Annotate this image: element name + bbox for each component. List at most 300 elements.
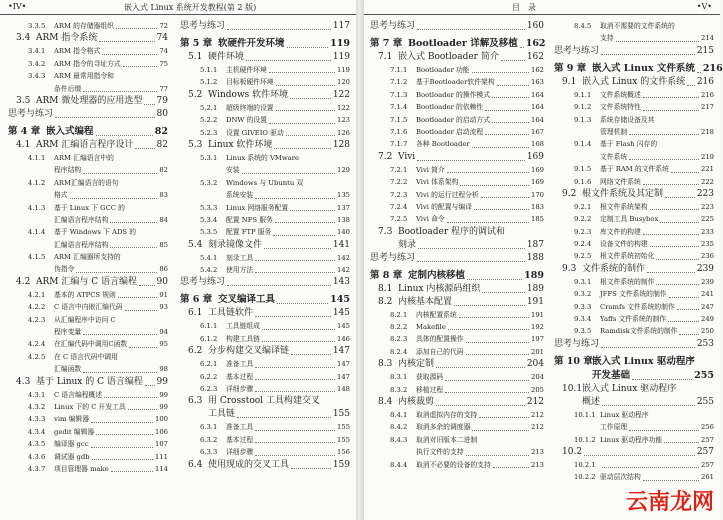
toc-subsection[interactable] (180, 76, 350, 88)
toc-label: Bootloader 的依赖性 (416, 103, 484, 112)
toc-subsection[interactable] (8, 314, 168, 326)
leader-dots (237, 417, 331, 418)
toc-subsection[interactable] (8, 463, 168, 475)
toc-label: ARM汇编语言的语句 (54, 178, 119, 187)
leader-dots (99, 41, 154, 42)
leader-dots (447, 172, 529, 173)
toc-label: 项目管理器 make (54, 464, 109, 473)
toc-label: 嵌入式 Linux 驱动程序 (582, 383, 677, 394)
toc-section[interactable] (8, 139, 168, 152)
toc-number: 7.2.4 (390, 202, 408, 211)
toc-page-number: 140 (337, 228, 350, 237)
leader-dots (96, 135, 153, 136)
leader-dots (255, 391, 335, 392)
toc-subsection[interactable] (180, 214, 350, 226)
toc-number: 7.1.3 (390, 90, 408, 99)
toc-subsection[interactable] (8, 177, 168, 189)
leader-dots (629, 159, 699, 160)
toc-label-continuation[interactable] (8, 83, 168, 95)
toc-section[interactable] (554, 188, 714, 201)
toc-label: 目标板硬件环境 (226, 78, 274, 87)
toc-subsection[interactable] (370, 384, 544, 396)
toc-label-continuation[interactable] (554, 126, 714, 138)
toc-number: 9.2.4 (574, 240, 592, 249)
leader-dots (276, 110, 335, 111)
leader-dots (485, 134, 529, 135)
toc-label: Linux 内核源码组织 (398, 283, 481, 294)
toc-chapter[interactable] (180, 37, 350, 51)
toc-label: 基于 Linux 下 GCC 的 (54, 203, 125, 212)
toc-section[interactable] (554, 446, 714, 459)
toc-label-continuation[interactable] (180, 164, 350, 176)
toc-subsection[interactable] (554, 89, 714, 101)
toc-page-number: 169 (531, 165, 544, 174)
toc-number: 7.1 (378, 52, 393, 62)
toc-number: 5.2.1 (200, 103, 218, 112)
toc-subsection[interactable] (554, 471, 714, 483)
toc-subsection[interactable] (180, 264, 350, 276)
toc-label: 基于Bootloader软件架构 (416, 78, 495, 87)
toc-number: 9.3.4 (574, 315, 592, 324)
leader-dots (264, 248, 331, 249)
toc-label: 基于 Flash 闪存的 (600, 140, 658, 149)
toc-subsection[interactable] (370, 138, 544, 150)
toc-subsection[interactable] (8, 45, 168, 57)
toc-label: 定制工具 Busybox (600, 215, 659, 224)
leader-dots (671, 172, 699, 173)
toc-label-continuation[interactable] (180, 189, 350, 201)
leader-dots (83, 173, 157, 174)
toc-section[interactable] (180, 139, 350, 152)
toc-subsection[interactable] (554, 250, 714, 262)
toc-exercises[interactable] (554, 338, 714, 351)
toc-label: 在汇编代码中调用C函数 (54, 340, 128, 349)
toc-page-number: 217 (701, 103, 714, 112)
toc-label-continuation[interactable] (554, 32, 714, 44)
toc-subsection[interactable] (370, 459, 544, 471)
toc-number: 5.1.2 (200, 78, 218, 87)
toc-label-continuation[interactable] (8, 326, 168, 338)
toc-page-number: 197 (531, 335, 544, 344)
toc-subsection[interactable] (554, 226, 714, 238)
toc-subsection[interactable] (554, 459, 714, 471)
leader-dots (274, 148, 330, 149)
leader-dots (55, 117, 155, 118)
leader-dots (492, 122, 529, 123)
toc-subsection[interactable] (8, 70, 168, 82)
toc-subsection[interactable] (554, 163, 714, 175)
toc-subsection[interactable] (8, 389, 168, 401)
toc-number: 4.2 (16, 276, 31, 287)
toc-number: 7.1.6 (390, 127, 408, 136)
toc-number: 4.1.3 (28, 203, 46, 212)
toc-page-number: 147 (337, 360, 350, 369)
book-gutter (356, 0, 364, 520)
leader-dots (255, 272, 335, 273)
toc-label-continuation[interactable] (8, 164, 168, 176)
leader-dots (632, 379, 692, 380)
toc-page-number: 74 (156, 33, 168, 44)
toc-subsection[interactable] (370, 213, 544, 225)
toc-subsection[interactable] (8, 438, 168, 450)
toc-label: 基于 Windows 下 ADS 的 (54, 228, 137, 237)
toc-subsection[interactable] (180, 371, 350, 383)
toc-subsection[interactable] (180, 333, 350, 345)
toc-subsection[interactable] (370, 409, 544, 421)
toc-number: 8.4.1 (390, 411, 408, 420)
toc-label-continuation[interactable] (554, 421, 714, 433)
toc-section[interactable] (8, 32, 168, 45)
toc-label-continuation[interactable] (554, 151, 714, 163)
toc-subsection[interactable] (554, 238, 714, 250)
toc-subsection[interactable] (180, 320, 350, 332)
toc-page-number: 169 (531, 178, 544, 187)
toc-label-continuation[interactable] (180, 408, 350, 421)
toc-subsection[interactable] (180, 102, 350, 114)
toc-exercises[interactable] (180, 20, 350, 33)
toc-page-number: 191 (531, 310, 544, 319)
toc-page-number: 119 (330, 38, 350, 49)
toc-label: Bootloader 启动流程 (416, 127, 484, 136)
toc-subsection[interactable] (180, 252, 350, 264)
toc-subsection[interactable] (370, 176, 544, 188)
toc-subsection[interactable] (370, 309, 544, 321)
toc-page-number: 156 (337, 448, 350, 457)
toc-label-continuation[interactable] (370, 446, 544, 458)
toc-label: ARM 微处理器的应用选型 (36, 95, 143, 106)
toc-label: 思考与练习 (180, 21, 226, 31)
toc-subsection[interactable] (554, 176, 714, 188)
toc-page-number: 155 (337, 435, 350, 444)
toc-chapter[interactable] (370, 269, 544, 283)
toc-subsection[interactable] (554, 138, 714, 150)
toc-page-number: 94 (159, 328, 168, 337)
toc-label: 基本的 ATPCS 规则 (54, 290, 116, 299)
toc-label: 思考与练习 (180, 277, 226, 288)
toc-subsection[interactable] (180, 383, 350, 395)
leader-dots (255, 260, 335, 261)
toc-subsection[interactable] (8, 413, 168, 425)
toc-section[interactable] (180, 307, 350, 320)
toc-number: 8.4.4 (390, 460, 408, 469)
toc-subsection[interactable] (370, 126, 544, 138)
toc-chapter[interactable] (180, 293, 350, 307)
toc-section[interactable] (8, 276, 168, 289)
toc-section[interactable] (180, 345, 350, 358)
toc-subsection[interactable] (554, 409, 714, 421)
toc-subsection[interactable] (370, 64, 544, 76)
toc-subsection[interactable] (8, 202, 168, 214)
toc-chapter[interactable] (370, 37, 544, 51)
toc-label: 工作原理 (600, 423, 628, 432)
toc-subsection[interactable] (554, 325, 714, 337)
toc-number: 3.5 (16, 95, 31, 106)
toc-subsection[interactable] (370, 434, 544, 446)
leader-dots (643, 184, 699, 185)
toc-number: 5.3.3 (200, 203, 218, 212)
toc-section[interactable] (370, 226, 544, 239)
toc-subsection[interactable] (554, 301, 714, 313)
toc-section[interactable] (180, 51, 350, 64)
toc-subsection[interactable] (554, 213, 714, 225)
toc-exercises[interactable] (180, 276, 350, 289)
toc-subsection[interactable] (8, 338, 168, 350)
toc-section[interactable] (370, 396, 544, 409)
toc-label: 思考与练习 (370, 252, 416, 263)
toc-page-number: 214 (701, 34, 714, 43)
leader-dots (679, 334, 699, 335)
toc-subsection[interactable] (180, 127, 350, 139)
toc-section[interactable] (8, 95, 168, 108)
toc-label: 汇编语言程序结构 (54, 215, 109, 224)
toc-subsection[interactable] (554, 201, 714, 213)
toc-chapter[interactable] (554, 355, 714, 369)
toc-label: Linux 驱动程序 (600, 410, 649, 419)
toc-subsection[interactable] (180, 358, 350, 370)
toc-subsection[interactable] (180, 177, 350, 189)
toc-subsection[interactable] (180, 421, 350, 433)
toc-label: 具体的配置操作 (416, 335, 464, 344)
toc-number: 9.3 (562, 263, 577, 274)
toc-page-number: 168 (531, 140, 544, 149)
toc-subsection[interactable] (8, 351, 168, 363)
toc-label: 根文件系统的制作 (600, 277, 655, 286)
toc-label: 定制内核移植 (408, 269, 466, 281)
toc-page-number: 239 (696, 263, 714, 274)
toc-label: 内核基本配置 (398, 296, 453, 307)
toc-page-number: 223 (696, 188, 714, 199)
toc-label-continuation[interactable] (8, 263, 168, 275)
toc-page-number: 233 (701, 227, 714, 236)
toc-subsection[interactable] (554, 288, 714, 300)
toc-label: 根文件系统架构 (600, 202, 648, 211)
toc-number: 5.2 (188, 89, 203, 100)
toc-label: 工具链组成 (226, 322, 260, 331)
toc-subsection[interactable] (180, 202, 350, 214)
leader-dots (656, 284, 699, 285)
toc-number: 9.2.1 (574, 202, 592, 211)
toc-subsection[interactable] (370, 101, 544, 113)
toc-subsection[interactable] (180, 64, 350, 76)
leader-dots (472, 147, 529, 148)
toc-label: 网络文件系统 (600, 177, 641, 186)
toc-number: 7.1.5 (390, 115, 408, 124)
toc-subsection[interactable] (180, 152, 350, 164)
toc-subsection[interactable] (370, 371, 544, 383)
leader-dots (277, 303, 328, 304)
toc-subsection[interactable] (554, 20, 714, 32)
toc-page-number: 77 (159, 84, 168, 93)
toc-number: 7.3 (378, 226, 393, 237)
toc-subsection[interactable] (8, 451, 168, 463)
toc-label: ARM 最常用指令和 (54, 72, 114, 81)
toc-label: 嵌入式 Linux 的文件系统 (582, 76, 686, 87)
toc-page-number: 225 (701, 215, 714, 224)
toc-subsection[interactable] (8, 289, 168, 301)
leader-dots (262, 329, 335, 330)
toc-label-continuation[interactable] (370, 239, 544, 252)
toc-section[interactable] (180, 459, 350, 472)
toc-label-continuation[interactable] (554, 396, 714, 409)
toc-page-number: 111 (155, 452, 168, 461)
toc-exercises[interactable] (8, 108, 168, 121)
toc-number: 8.4.2 (390, 423, 408, 432)
toc-number: 4.1.1 (28, 153, 46, 162)
toc-label: 基本过程 (226, 435, 254, 444)
toc-number: 4.1.2 (28, 178, 46, 187)
toc-number: 4.3.4 (28, 427, 46, 436)
toc-subsection[interactable] (370, 346, 544, 358)
toc-section[interactable] (370, 151, 544, 164)
toc-label: 设置 GIVEIO 驱动 (226, 128, 284, 137)
toc-section[interactable] (370, 51, 544, 64)
toc-number: 4.3.3 (28, 415, 46, 424)
toc-page-number: 249 (701, 315, 714, 324)
leader-dots (601, 347, 695, 348)
toc-label-continuation[interactable] (8, 363, 168, 375)
toc-chapter[interactable] (554, 62, 723, 76)
toc-section[interactable] (554, 263, 714, 276)
toc-number: 9.2.3 (574, 227, 592, 236)
toc-page-number: 123 (337, 116, 350, 125)
toc-number: 9.1.6 (574, 177, 592, 186)
leader-dots (629, 430, 699, 431)
toc-subsection[interactable] (370, 189, 544, 201)
leader-dots (262, 341, 335, 342)
toc-subsection[interactable] (554, 434, 714, 446)
toc-label: 刻录 (398, 239, 417, 250)
toc-chapter[interactable] (8, 125, 168, 139)
toc-number: 4.3.6 (28, 452, 46, 461)
toc-label-continuation[interactable] (554, 369, 714, 383)
toc-exercises[interactable] (370, 20, 544, 33)
toc-subsection[interactable] (370, 321, 544, 333)
toc-number: 3.4.1 (28, 47, 46, 56)
toc-subsection[interactable] (8, 251, 168, 263)
toc-subsection[interactable] (554, 313, 714, 325)
toc-subsection[interactable] (370, 114, 544, 126)
toc-label: 嵌入式 Bootloader 简介 (398, 52, 499, 62)
toc-label: 从汇编程序中访问 C (54, 315, 116, 324)
toc-subsection[interactable] (8, 401, 168, 413)
leader-dots (687, 85, 695, 86)
toc-number: 9.2.2 (574, 215, 592, 224)
toc-label: Vivi 的运行过程分析 (416, 190, 479, 199)
toc-section[interactable] (554, 76, 714, 89)
toc-subsection[interactable] (180, 226, 350, 238)
toc-number: 9.3.3 (574, 302, 592, 311)
toc-number: 第 6 章 (180, 294, 213, 306)
toc-number: 4.3.1 (28, 390, 46, 399)
toc-section[interactable] (8, 376, 168, 389)
toc-subsection[interactable] (370, 201, 544, 213)
toc-section[interactable] (180, 89, 350, 102)
toc-page-number: 86 (159, 265, 168, 274)
leader-dots (129, 347, 157, 348)
right-page-header (364, 0, 720, 15)
toc-number: 5.3.1 (200, 153, 218, 162)
toc-label-continuation[interactable] (8, 239, 168, 251)
toc-subsection[interactable] (554, 101, 714, 113)
toc-page-number: 143 (332, 277, 350, 288)
toc-subsection[interactable] (8, 226, 168, 238)
toc-number: 7.2.3 (390, 190, 408, 199)
toc-section[interactable] (370, 296, 544, 309)
toc-subsection[interactable] (370, 333, 544, 345)
toc-page-number: 189 (524, 269, 544, 281)
leader-dots (83, 372, 157, 373)
leader-dots (287, 47, 329, 48)
leader-dots (472, 72, 529, 73)
leader-dots (472, 430, 529, 431)
toc-subsection[interactable] (370, 164, 544, 176)
toc-subsection[interactable] (554, 276, 714, 288)
right-page-number: •V• (696, 2, 712, 11)
leader-dots (145, 385, 155, 386)
toc-subsection[interactable] (8, 20, 168, 32)
toc-label-continuation[interactable] (8, 214, 168, 226)
leader-dots (650, 209, 699, 210)
toc-label-continuation[interactable] (8, 189, 168, 201)
toc-page-number: 183 (531, 202, 544, 211)
toc-page-number: 218 (701, 127, 714, 136)
toc-section[interactable] (370, 358, 544, 371)
toc-label: 配置 NFS 服务 (226, 215, 273, 224)
toc-subsection[interactable] (8, 426, 168, 438)
toc-section[interactable] (180, 239, 350, 252)
leader-dots (497, 85, 529, 86)
leader-dots (135, 148, 154, 149)
toc-page-number: 148 (337, 385, 350, 394)
toc-subsection[interactable] (180, 114, 350, 126)
leader-dots (643, 480, 699, 481)
leader-dots (665, 197, 695, 198)
toc-label: 配置 FTP 服务 (226, 228, 272, 237)
leader-dots (91, 447, 154, 448)
toc-number: 4.2.2 (28, 303, 46, 312)
toc-subsection[interactable] (180, 446, 350, 458)
leader-dots (436, 367, 525, 368)
toc-label: 根文件系统初始化 (600, 252, 655, 261)
toc-label: 概述 (582, 396, 601, 407)
leader-dots (448, 329, 529, 330)
leader-dots (255, 430, 335, 431)
toc-subsection[interactable] (370, 421, 544, 433)
toc-section[interactable] (554, 383, 714, 396)
toc-page-number: 99 (156, 376, 168, 387)
toc-number: 9.1.5 (574, 165, 592, 174)
toc-exercises[interactable] (370, 252, 544, 265)
toc-subsection[interactable] (370, 89, 544, 101)
toc-subsection[interactable] (8, 58, 168, 70)
toc-section[interactable] (370, 283, 544, 296)
toc-subsection[interactable] (370, 76, 544, 88)
toc-page-number: 204 (531, 373, 544, 382)
toc-subsection[interactable] (8, 152, 168, 164)
toc-subsection[interactable] (180, 434, 350, 446)
leader-dots (273, 235, 335, 236)
toc-label: Vivi 的配置与编译 (416, 202, 472, 211)
toc-number: 5.1 (188, 52, 203, 62)
toc-subsection[interactable] (554, 114, 714, 126)
toc-section[interactable] (180, 395, 350, 408)
toc-number: 4.1.4 (28, 228, 46, 237)
leader-dots (291, 354, 331, 355)
toc-subsection[interactable] (8, 301, 168, 313)
toc-number: 8.1 (378, 283, 393, 294)
leader-dots (445, 392, 529, 393)
toc-exercises[interactable] (554, 45, 714, 58)
